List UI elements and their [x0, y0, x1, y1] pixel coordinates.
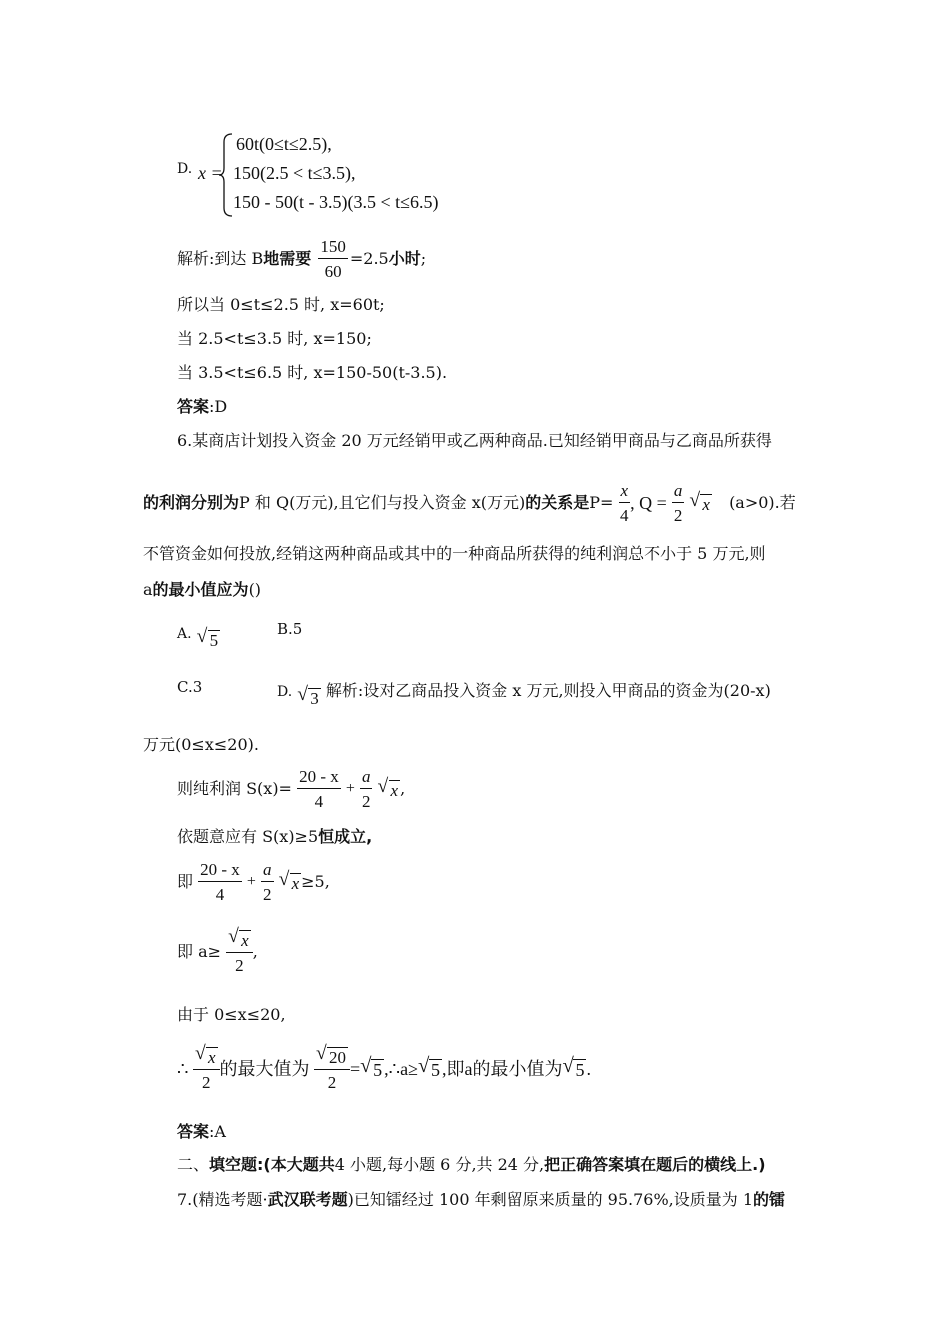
range-line: 由于 0≤x≤20, — [177, 1005, 286, 1024]
q6-option-b: B.5 — [277, 620, 303, 638]
analysis-line-3: 当 2.5<t≤3.5 时, x=150; — [177, 329, 372, 348]
profit-formula: 则纯利润 S(x)= $\frac{20 - x}{4}$ + $\frac{a}{2}$ √ x , — [177, 767, 406, 811]
sqrt-5-c: √ 5 — [417, 1055, 440, 1080]
sqrt-5-d: √ 5 — [562, 1055, 585, 1080]
sqrt-x: √ x — [689, 489, 710, 514]
inequality-1: 即 $\frac{20 - x}{4}$ + $\frac{a}{2}$ √ x ≥5, — [177, 860, 330, 904]
piecewise-case-3: 150 - 50(t - 3.5)(3.5 < t≤6.5) — [233, 192, 439, 212]
fraction-sqrtx-over-2-b: √ x 2 — [193, 1047, 220, 1091]
q6-line-2: 的利润分别为P 和 Q(万元),且它们与投入资金 x(万元)的关系是P= $\frac{x}{4}$ , Q = $\frac{a}{2}$ √ x (a>0).若 — [143, 481, 796, 525]
fraction-a-over-2: $\frac{a}{2}$ — [673, 481, 683, 525]
sqrt-x-b: √ x — [377, 775, 399, 800]
analysis-line-4: 当 3.5<t≤6.5 时, x=150-50(t-3.5). — [177, 363, 448, 382]
inequality-2: 即 a≥ √ x 2 , — [177, 926, 258, 975]
condition-line: 依题意应有 S(x)≥5恒成立, — [177, 827, 373, 846]
q6-analysis-cont: 万元(0≤x≤20). — [143, 735, 259, 754]
sqrt-x-c: √ x — [278, 868, 300, 893]
sqrt-5-b: √ 5 — [360, 1055, 383, 1080]
option-d-lhs: x = — [198, 163, 223, 183]
fraction-a-over-2-b: $\frac{a}{2}$ — [361, 767, 371, 811]
conclusion-line: ∴ √ x 2 的最大值为 √ 20 2 = √ 5 ,∴a≥ √ 5 ,即a的最小值为 √ 5 . — [177, 1043, 591, 1092]
analysis-line-1: 解析:到达 B地需要 $\frac{150}{60}$ =2.5小时; — [177, 237, 427, 281]
q6-option-c: C.3 — [177, 678, 203, 696]
q6-option-d: D. √ 3 解析:设对乙商品投入资金 x 万元,则投入甲商品的资金为(20-x) — [277, 681, 771, 708]
fraction-a-over-2-c: $\frac{a}{2}$ — [263, 860, 272, 904]
q6-option-a: A. √ 5 — [177, 626, 219, 650]
answer-1: 答案:D — [177, 397, 228, 416]
section-fill-in-heading: 二、填空题:(本大题共4 小题,每小题 6 分,共 24 分,把正确答案填在题后的横线上.) — [177, 1155, 766, 1174]
option-d-label: D. — [177, 161, 193, 177]
piecewise-case-1: 60t(0≤t≤2.5), — [236, 134, 332, 154]
piecewise-brace — [218, 132, 234, 218]
q6-line-1: 6.某商店计划投入资金 20 万元经销甲或乙两种商品.已知经销甲商品与乙商品所获得 — [177, 431, 772, 450]
sqrt-5: √ 5 — [196, 626, 219, 650]
fraction-x-over-4: $\frac{x}{4}$ — [620, 481, 629, 525]
fraction-20-minus-x-b: $\frac{20 - x}{4}$ — [200, 860, 240, 904]
q7-line-1: 7.(精选考题·武汉联考题)已知镭经过 100 年剩留原来质量的 95.76%,设质量为 1的镭 — [177, 1190, 786, 1209]
sqrt-3: √ 3 — [297, 684, 319, 708]
fraction-sqrtx-over-2: √ x 2 — [226, 930, 253, 974]
fraction-150-60: $\frac{150}{60}$ — [320, 237, 346, 281]
answer-2: 答案:A — [177, 1122, 226, 1141]
fraction-20-minus-x: $\frac{20 - x}{4}$ — [299, 767, 339, 811]
fraction-sqrt20-over-2: √ 20 2 — [314, 1047, 350, 1091]
piecewise-case-2: 150(2.5 < t≤3.5), — [233, 163, 356, 183]
q6-line-4: a的最小值应为() — [143, 580, 262, 599]
q6-line-3: 不管资金如何投放,经销这两种商品或其中的一种商品所获得的纯利润总不小于 5 万元,则 — [143, 544, 766, 563]
analysis-line-2: 所以当 0≤t≤2.5 时, x=60t; — [177, 295, 385, 314]
